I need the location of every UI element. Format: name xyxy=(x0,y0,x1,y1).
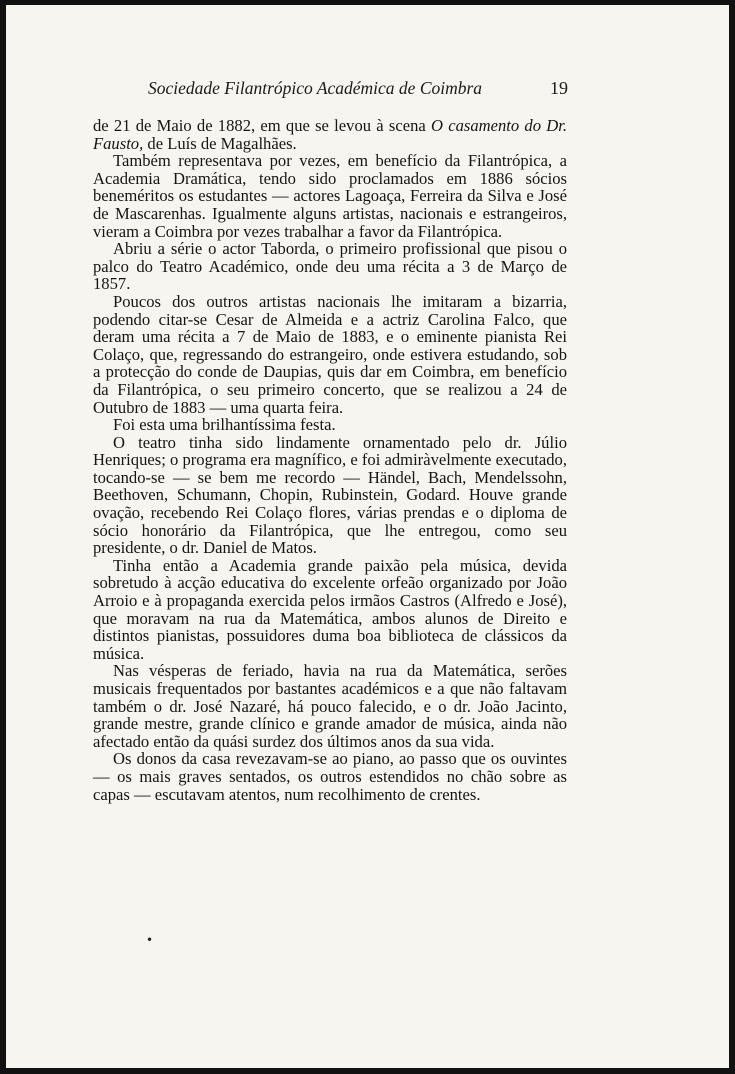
paragraph-5: Foi esta uma brilhantíssima festa. xyxy=(113,415,336,435)
paragraph-8: Nas vésperas de feriado, havia na rua da Matemática, serões musicais frequentados por bastantes académicos e a que não faltavam também o dr. José Nazaré, há pouco falecido, e o dr. João Jacinto, grande mestre, grande clínico e grande amador de música, ainda não afectado então da quási surdez dos últimos anos da sua vida. xyxy=(93,661,567,751)
bullet-mark: • xyxy=(146,933,154,947)
paragraph-9: Os donos da casa revezavam-se ao piano, ao passo que os ouvintes — os mais graves sentados, os outros estendidos no chão sobre as capas — escutavam atentos, num recolhimento de crentes. xyxy=(93,749,567,804)
body-text xyxy=(93,117,567,803)
paragraph-4: Poucos dos outros artistas nacionais lhe imitaram a bizarria, podendo citar-se Cesar de Almeida e a actriz Carolina Falco, que deram uma récita a 7 de Maio de 1883, e o eminente pianista Rei Colaço, que, regressando do estrangeiro, onde estivera estudando, sob a protecção do conde de Daupias, quis dar em Coimbra, em benefício da Filantrópica, o seu primeiro concerto, que se realizou a 24 de Outubro de 1883 — uma quarta feira. xyxy=(93,291,567,417)
paragraph-7: Tinha então a Academia grande paixão pela música, devida sobretudo à acção educativa do excelente orfeão organizado por João Arroio e à propaganda exercida pelos irmãos Castros (Alfredo e José), que moravam na rua da Matemática, ambos alunos de Direito e distintos pianistas, possuidores duma boa biblioteca de clássicos da música. xyxy=(93,555,567,663)
paragraph-3: Abriu a série o actor Taborda, o primeiro profissional que pisou o palco do Teatro Académico, onde deu uma récita a 3 de Março de 1857. xyxy=(93,239,567,294)
page-number: 19 xyxy=(550,78,568,98)
paragraph-1 xyxy=(93,117,567,152)
paragraph-1-a: de 21 de Maio de 1882, em que se levou à scena xyxy=(93,116,431,135)
paragraph-6: O teatro tinha sido lindamente ornamentado pelo dr. Júlio Henriques; o programa era magnífico, e foi admiràvelmente executado, tocando-se — se bem me recordo — Händel, Bach, Mendelssohn, Beethoven, Schumann, Chopin, Rubinstein, Godard. Houve grande ovação, recebendo Rei Colaço flores, várias prendas e o diploma de sócio honorário da Filantrópica, que lhe entregou, como seu presidente, o dr. Daniel de Matos. xyxy=(93,432,567,558)
play-title: O casamento do Dr. Fausto, xyxy=(93,116,568,153)
paragraph-1-c: de Luís de Magalhães. xyxy=(143,133,297,153)
header-title: Sociedade Filantrópico Académica de Coimbra xyxy=(148,78,483,98)
running-header xyxy=(148,78,576,99)
paragraph-2: Também representava por vezes, em benefício da Filantrópica, a Academia Dramática, tendo sido proclamados em 1886 sócios beneméritos os estudantes — actores Lagoaça, Ferreira da Silva e José de Mascarenhas. Igualmente alguns artistas, nacionais e estrangeiros, vieram a Coimbra por vezes trabalhar a favor da Filantrópica. xyxy=(93,151,567,241)
